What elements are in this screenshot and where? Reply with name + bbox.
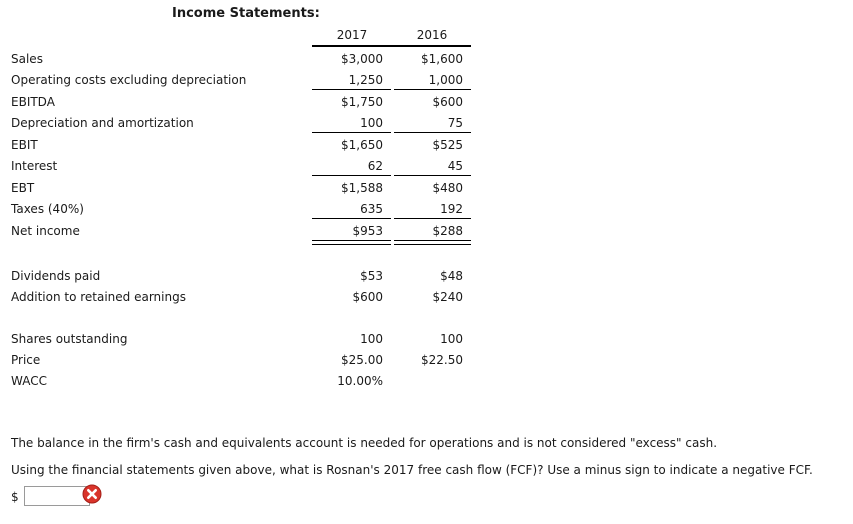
currency-symbol: $ xyxy=(11,490,19,504)
row-label: Dividends paid xyxy=(11,269,101,283)
subtotal-rule-2017 xyxy=(312,132,391,133)
header-rule-2016 xyxy=(392,45,471,47)
row-label: Shares outstanding xyxy=(11,332,128,346)
row-taxes xyxy=(0,199,853,219)
row-label: EBITDA xyxy=(11,95,55,109)
subtotal-rule-2016 xyxy=(394,218,471,219)
row-retained-earnings xyxy=(0,287,853,307)
row-label: WACC xyxy=(11,374,47,388)
year-header-2016: 2016 xyxy=(416,28,448,42)
subtotal-rule-2017 xyxy=(312,175,391,176)
value-2016: 1,000 xyxy=(428,73,463,87)
value-2017: $1,588 xyxy=(341,181,383,195)
value-2017: 100 xyxy=(360,116,383,130)
row-label: Net income xyxy=(11,224,80,238)
row-ebit xyxy=(0,135,853,155)
value-2016: $525 xyxy=(432,138,463,152)
subtotal-rule-2016 xyxy=(394,132,471,133)
row-price xyxy=(0,350,853,370)
value-2016: $480 xyxy=(432,181,463,195)
value-2016: $288 xyxy=(432,224,463,238)
value-2016: 75 xyxy=(447,116,463,130)
year-header-2017: 2017 xyxy=(336,28,368,42)
row-depreciation xyxy=(0,113,853,133)
row-label: Price xyxy=(11,353,41,367)
subtotal-rule-2016 xyxy=(394,175,471,176)
row-label: EBT xyxy=(11,181,35,195)
question-prompt: Using the financial statements given above, what is Rosnan's 2017 free cash flow (FCF)? Use a minus sign to indicate a negative FCF. xyxy=(11,463,813,477)
row-label: Depreciation and amortization xyxy=(11,116,194,130)
value-2016: 45 xyxy=(447,159,463,173)
row-label: Sales xyxy=(11,52,43,66)
value-2017: 1,250 xyxy=(348,73,383,87)
value-2017: $953 xyxy=(352,224,383,238)
value-2016: 192 xyxy=(440,202,463,216)
value-2017: $1,750 xyxy=(341,95,383,109)
row-ebitda xyxy=(0,92,853,112)
value-2017: 10.00% xyxy=(337,374,383,388)
total-double-rule-2017 xyxy=(312,240,391,245)
row-label: Addition to retained earnings xyxy=(11,290,186,304)
value-2017: $600 xyxy=(352,290,383,304)
cash-note: The balance in the firm's cash and equivalents account is needed for operations and is not considered "excess" cash. xyxy=(11,436,718,450)
value-2016: $600 xyxy=(432,95,463,109)
total-double-rule-2016 xyxy=(394,240,471,245)
value-2017: $25.00 xyxy=(341,353,383,367)
row-label: EBIT xyxy=(11,138,38,152)
row-wacc xyxy=(0,371,853,391)
row-net-income xyxy=(0,221,853,241)
row-interest xyxy=(0,156,853,176)
row-shares xyxy=(0,329,853,349)
value-2016: $1,600 xyxy=(421,52,463,66)
row-operating-costs xyxy=(0,70,853,90)
value-2017: 635 xyxy=(360,202,383,216)
value-2017: 100 xyxy=(360,332,383,346)
value-2017: $3,000 xyxy=(341,52,383,66)
incorrect-x-icon xyxy=(82,484,102,504)
value-2016: $48 xyxy=(440,269,463,283)
header-rule-2017 xyxy=(312,45,392,47)
row-label: Taxes (40%) xyxy=(11,202,84,216)
row-sales xyxy=(0,49,853,69)
subtotal-rule-2017 xyxy=(312,218,391,219)
subtotal-rule-2017 xyxy=(312,89,391,90)
row-label: Interest xyxy=(11,159,58,173)
value-2016: $22.50 xyxy=(421,353,463,367)
value-2017: $1,650 xyxy=(341,138,383,152)
value-2016: $240 xyxy=(432,290,463,304)
subtotal-rule-2016 xyxy=(394,89,471,90)
fcf-answer-input[interactable] xyxy=(24,486,90,506)
row-ebt xyxy=(0,178,853,198)
value-2016: 100 xyxy=(440,332,463,346)
value-2017: 62 xyxy=(367,159,383,173)
value-2017: $53 xyxy=(360,269,383,283)
statement-title: Income Statements: xyxy=(172,6,320,21)
row-dividends xyxy=(0,266,853,286)
row-label: Operating costs excluding depreciation xyxy=(11,73,247,87)
